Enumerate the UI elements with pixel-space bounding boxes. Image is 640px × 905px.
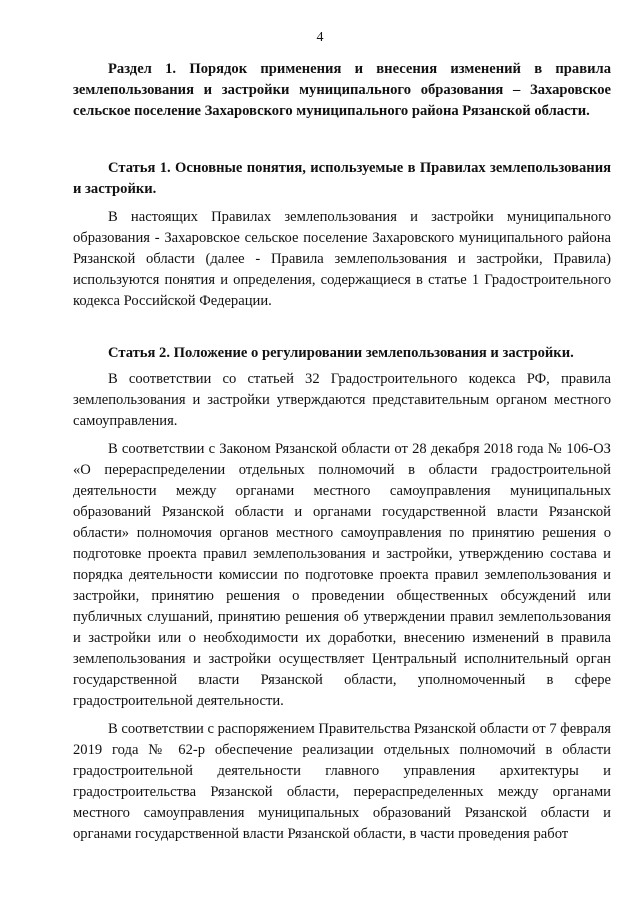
article-2-paragraph: В соответствии с Законом Рязанской области от 28 декабря 2018 года № 106-ОЗ «О перераспределении отдельных полномочий в области градостроительной деятельности между органами местного самоуправления муниципальных образований Рязанской области и органами государственной власти Рязанской области» полномочия органов местного самоуправления по принятию решения о подготовке проекта правил землепользования и застройки, утверждению состава и порядка деятельности комиссии по подготовке проекта правил землепользования и застройки, принятию решения о проведении общественных обсуждений или публичных слушаний, принятию решения об утверждении правил землепользования и застройки или о необходимости их доработки, внесению изменений в правила землепользования и застройки осуществляет Центральный исполнительный орган государственной власти Рязанской области, уполномоченный в сфере градостроительной деятельности. <box>73 441 611 709</box>
article-2-paragraph: В соответствии с распоряжением Правительства Рязанской области от 7 февраля 2019 года № 62-р обеспечение реализации отдельных полномочий в области градостроительной деятельности главного управления архитектуры и градостроительства Рязанской области, перераспределенных между органами местного самоуправления муниципальных образований Рязанской области и органами государственной власти Рязанской области, в части проведения работ <box>73 721 611 842</box>
article-1-paragraph: В настоящих Правилах землепользования и застройки муниципального образования - Захаровское сельское поселение Захаровского муниципального района Рязанской области (далее - Правила землепользования и застройки, Правила) используются понятия и определения, содержащиеся в статье 1 Градостроительного кодекса Российской Федерации. <box>73 209 611 309</box>
page-number: 4 <box>316 30 324 45</box>
article-2-heading: Статья 2. Положение о регулировании землепользования и застройки. <box>108 345 574 361</box>
article-2-paragraph: В соответствии со статьей 32 Градостроительного кодекса РФ, правила землепользования и застройки утверждаются представительным органом местного самоуправления. <box>73 371 611 429</box>
document-body <box>73 59 611 852</box>
section-heading: Раздел 1. Порядок применения и внесения изменений в правила землепользования и застройки муниципального образования – Захаровское сельское поселение Захаровского муниципального района Рязанской области. <box>73 61 611 119</box>
article-1-heading: Статья 1. Основные понятия, используемые в Правилах землепользования и застройки. <box>73 160 611 197</box>
